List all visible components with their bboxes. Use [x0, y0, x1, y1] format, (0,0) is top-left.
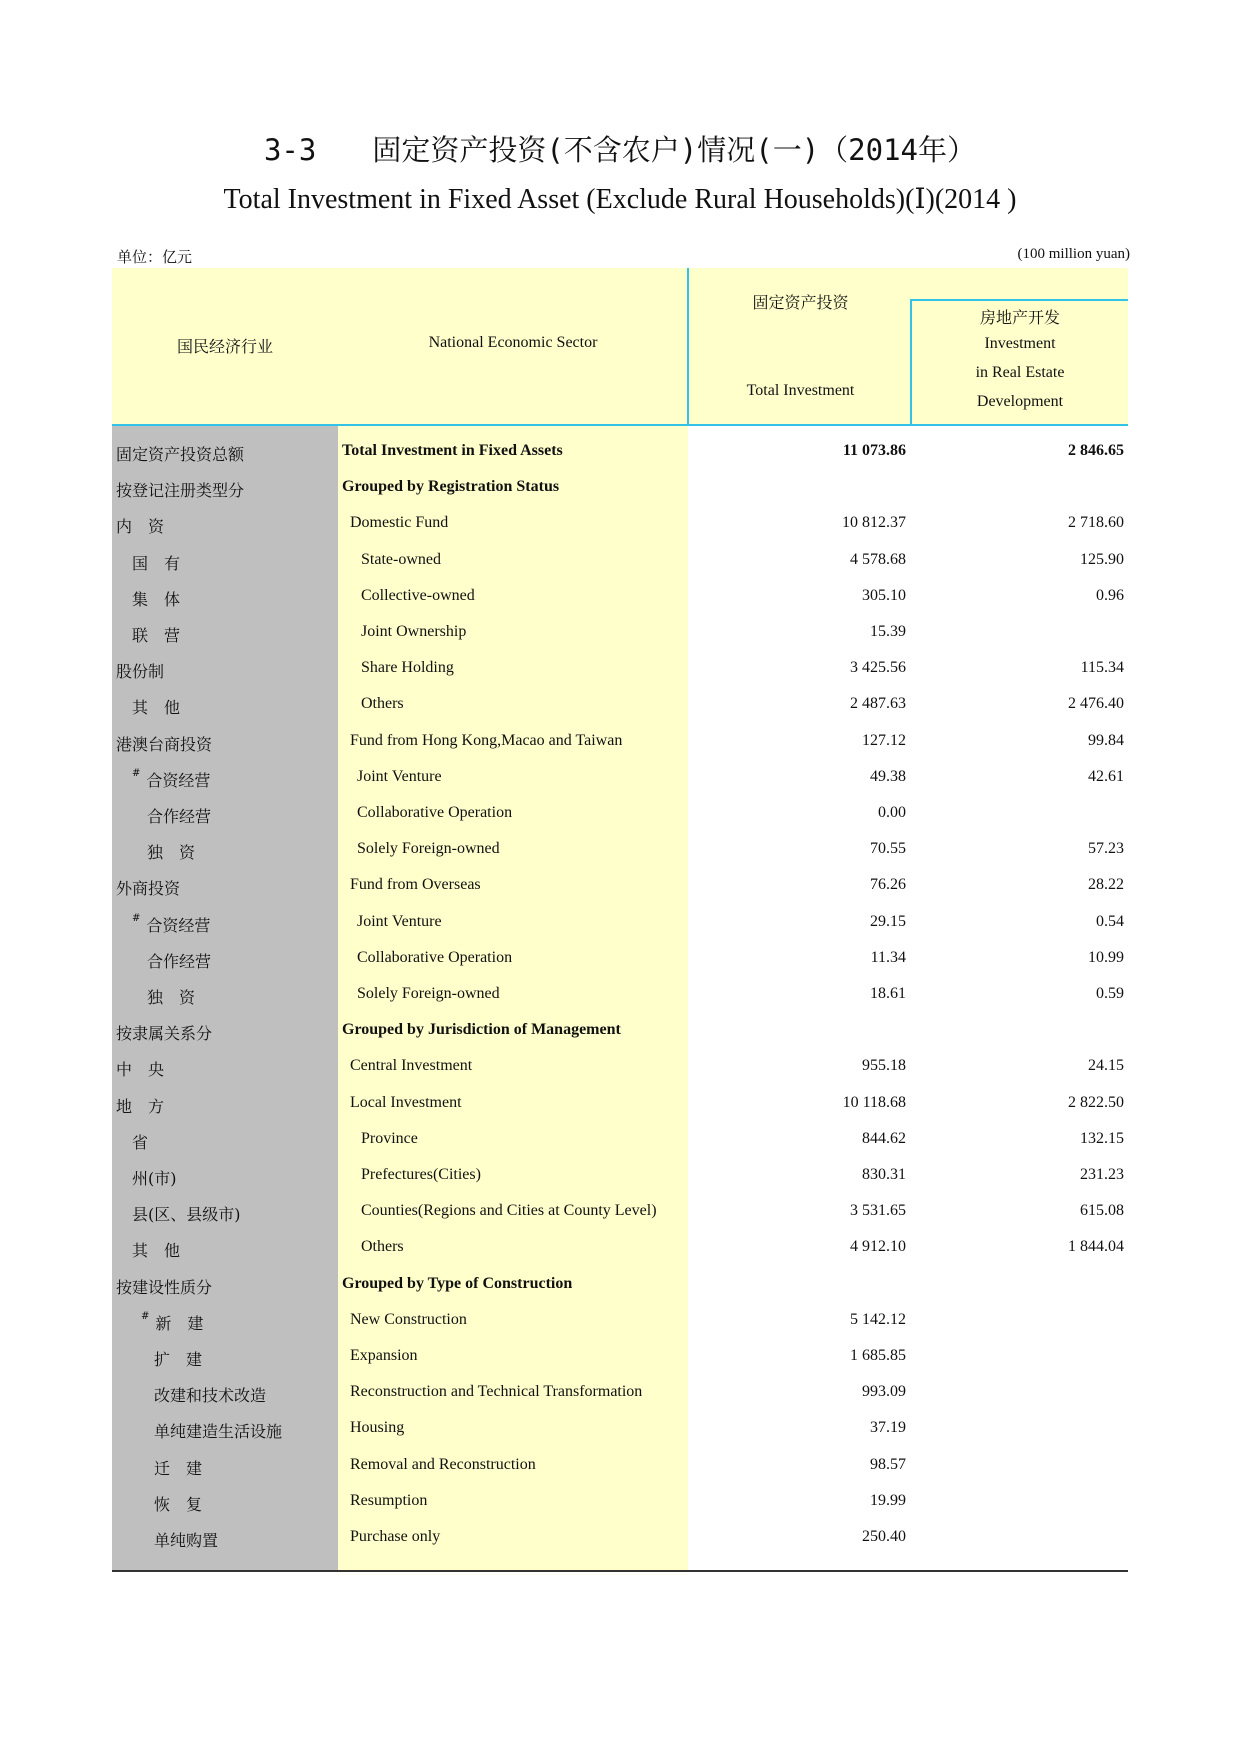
table-row [112, 724, 1128, 760]
row-label-cn-text: 州(市) [132, 1169, 177, 1188]
row-real-estate-investment: 115.34 [1080, 659, 1124, 677]
row-label-cn-text: 合资经营 [146, 915, 211, 935]
row-label-cn [154, 1419, 282, 1442]
row-label-cn-text: 省 [132, 1132, 149, 1152]
row-real-estate-investment: 99.84 [1088, 731, 1124, 749]
row-label-cn-text: 扩 建 [154, 1350, 203, 1369]
row-label-cn [132, 1238, 180, 1261]
row-label-cn-text: 恢 复 [154, 1494, 203, 1514]
row-label-cn [116, 1094, 164, 1117]
row-label-en: Collaborative Operation [357, 948, 513, 966]
row-label-cn [116, 442, 244, 465]
row-label-cn [132, 768, 210, 791]
row-label-cn [154, 1347, 202, 1370]
row-label-en: Share Holding [361, 659, 454, 677]
row-real-estate-investment: 132.15 [1080, 1129, 1124, 1147]
table-row [112, 470, 1128, 506]
row-label-cn-text: 按隶属关系分 [116, 1024, 213, 1044]
row-label-en: Others [361, 695, 404, 713]
row-label-cn [154, 1492, 202, 1515]
header-total-cn: 固定资产投资 [752, 293, 849, 312]
row-total-investment: 993.09 [862, 1383, 906, 1401]
row-label-cn [116, 732, 212, 755]
row-total-investment: 3 425.56 [850, 659, 906, 677]
table-row [112, 1013, 1128, 1049]
page-title-en: Total Investment in Fixed Asset (Exclude Rural Households)(Ⅰ)(2014 ) [223, 184, 1017, 215]
footnote-mark: # [132, 912, 141, 924]
row-label-en: Domestic Fund [350, 514, 449, 532]
row-total-investment: 127.12 [862, 731, 906, 749]
row-label-en: Joint Venture [357, 767, 442, 785]
table-header [112, 268, 1128, 426]
row-label-en: Collaborative Operation [357, 804, 513, 821]
row-label-cn [116, 514, 164, 537]
row-real-estate-investment: 10.99 [1088, 948, 1124, 966]
row-label-cn-text: 固定资产投资总额 [116, 445, 245, 464]
row-label-cn [116, 659, 164, 682]
table-row [112, 651, 1128, 687]
row-label-cn-text: 合资经营 [146, 770, 211, 790]
row-label-cn [147, 985, 195, 1008]
row-real-estate-investment: 1 844.04 [1068, 1238, 1124, 1256]
table-row [112, 905, 1128, 941]
table-row [112, 506, 1128, 542]
table-row [112, 1303, 1128, 1339]
table-row [112, 434, 1128, 470]
table-row [112, 1122, 1128, 1158]
header-real-estate [910, 299, 1128, 424]
row-label-cn-text: 迁 建 [154, 1458, 203, 1478]
row-label-cn-text: 外商投资 [116, 879, 181, 899]
table-row [112, 1375, 1128, 1411]
page-title-cn [0, 128, 1240, 169]
row-label-cn-text: 中 央 [116, 1060, 165, 1080]
table-body [112, 426, 1128, 1570]
row-label-cn-text: 国 有 [132, 553, 181, 573]
row-label-cn [147, 804, 211, 827]
row-total-investment: 76.26 [870, 876, 906, 894]
header-re-en-2: in Real Estate [975, 364, 1065, 381]
row-total-investment: 11 073.86 [842, 442, 906, 459]
row-total-investment: 10 118.68 [842, 1093, 906, 1111]
row-label-cn [132, 1130, 148, 1153]
row-total-investment: 250.40 [862, 1528, 906, 1545]
row-total-investment: 4 912.10 [850, 1238, 906, 1256]
row-total-investment: 955.18 [862, 1057, 906, 1075]
row-label-cn [154, 1528, 218, 1551]
row-total-investment: 15.39 [870, 623, 906, 640]
row-total-investment: 3 531.65 [850, 1202, 906, 1220]
title-cn-text: 固定资产投资(不含农户)情况(一)（2014年） [372, 133, 977, 167]
table-row [112, 1411, 1128, 1447]
row-label-cn [154, 1456, 202, 1479]
table-row [112, 868, 1128, 904]
row-real-estate-investment: 231.23 [1080, 1166, 1124, 1183]
row-label-cn-text: 按建设性质分 [116, 1277, 213, 1297]
row-label-en: Counties(Regions and Cities at County Level) [361, 1202, 657, 1220]
header-sector-en: National Economic Sector [428, 334, 598, 351]
table-row [112, 1194, 1128, 1230]
row-label-cn [132, 913, 210, 936]
row-label-cn-text: 单纯购置 [154, 1531, 219, 1550]
row-label-en: Expansion [350, 1347, 418, 1364]
table-row [112, 1448, 1128, 1484]
row-label-en: New Construction [350, 1310, 467, 1328]
table-row [112, 1086, 1128, 1122]
row-real-estate-investment: 0.59 [1096, 985, 1124, 1002]
table-row [112, 615, 1128, 651]
row-label-en: Province [361, 1129, 418, 1147]
row-label-cn [116, 478, 244, 501]
row-label-cn-text: 按登记注册类型分 [116, 481, 245, 501]
table-row [112, 760, 1128, 796]
table-bottom-rule [112, 1570, 1128, 1572]
row-label-en: Reconstruction and Technical Transformation [350, 1383, 643, 1401]
row-label-cn [132, 551, 180, 574]
row-total-investment: 29.15 [870, 912, 906, 930]
row-label-cn-text: 其 他 [132, 1241, 181, 1261]
table-number: 3-3 [263, 133, 317, 167]
investment-table [112, 268, 1128, 1570]
row-real-estate-investment: 615.08 [1080, 1202, 1124, 1220]
header-re-en-1: Investment [984, 335, 1056, 352]
row-label-cn-text: 合作经营 [147, 807, 212, 826]
row-label-en: Joint Ownership [361, 623, 467, 640]
table-row [112, 579, 1128, 615]
row-label-cn-text: 单纯建造生活设施 [154, 1422, 283, 1442]
table-row [112, 687, 1128, 723]
footnote-mark: # [141, 1310, 150, 1322]
row-label-cn-text: 港澳台商投资 [116, 734, 213, 754]
row-label-cn [132, 1202, 241, 1225]
row-total-investment: 0.00 [878, 804, 906, 821]
header-sector-cn: 国民经济行业 [176, 337, 273, 356]
row-label-en: Local Investment [350, 1093, 462, 1111]
row-label-en: Grouped by Registration Status [342, 478, 560, 496]
row-label-en: Removal and Reconstruction [350, 1455, 536, 1473]
footnote-mark: # [132, 767, 141, 779]
row-label-cn-text: 独 资 [147, 843, 196, 863]
row-label-cn [132, 587, 180, 610]
row-total-investment: 49.38 [870, 767, 906, 785]
row-label-en: Fund from Hong Kong,Macao and Taiwan [350, 731, 623, 749]
unit-label-cn: 单位：亿元 [117, 248, 193, 266]
row-label-cn [116, 1057, 164, 1080]
row-real-estate-investment: 57.23 [1088, 840, 1124, 858]
row-label-cn-text: 其 他 [132, 698, 181, 718]
row-label-cn [141, 1311, 203, 1334]
header-re-en-3: Development [976, 393, 1064, 410]
row-label-cn [116, 1275, 212, 1298]
row-real-estate-investment: 24.15 [1088, 1057, 1124, 1075]
row-total-investment: 1 685.85 [850, 1347, 906, 1364]
table-row [112, 1484, 1128, 1520]
row-label-en: Fund from Overseas [350, 876, 481, 894]
row-label-cn [147, 840, 195, 863]
row-label-cn [132, 695, 180, 718]
table-row [112, 1339, 1128, 1375]
row-label-cn-text: 改建和技术改造 [154, 1386, 267, 1406]
row-real-estate-investment: 42.61 [1088, 767, 1124, 785]
table-row [112, 977, 1128, 1013]
row-total-investment: 18.61 [870, 985, 906, 1002]
row-label-cn [147, 949, 211, 972]
row-label-cn [132, 623, 180, 646]
row-label-en: Collective-owned [361, 586, 475, 604]
row-total-investment: 5 142.12 [850, 1310, 906, 1328]
row-real-estate-investment: 2 846.65 [1068, 442, 1124, 459]
row-label-en: Others [361, 1238, 404, 1256]
row-label-en: Solely Foreign-owned [357, 985, 500, 1002]
table-row [112, 543, 1128, 579]
row-label-cn-text: 股份制 [116, 662, 165, 682]
table-row [112, 832, 1128, 868]
row-total-investment: 2 487.63 [850, 695, 906, 713]
row-total-investment: 37.19 [870, 1419, 906, 1437]
row-label-cn-text: 合作经营 [147, 951, 212, 971]
table-row [112, 1230, 1128, 1266]
row-label-cn [116, 876, 180, 899]
table-row [112, 1267, 1128, 1303]
row-real-estate-investment: 0.54 [1096, 912, 1124, 930]
row-label-cn-text: 独 资 [147, 988, 196, 1007]
row-label-cn-text: 地 方 [116, 1096, 165, 1116]
row-real-estate-investment: 125.90 [1080, 550, 1124, 568]
row-label-cn [116, 1021, 212, 1044]
row-label-en: Purchase only [350, 1528, 441, 1545]
table-row [112, 1049, 1128, 1085]
row-label-en: State-owned [361, 550, 441, 568]
row-label-en: Joint Venture [357, 912, 442, 930]
row-total-investment: 10 812.37 [842, 514, 906, 532]
row-label-en: Central Investment [350, 1057, 473, 1075]
row-label-cn-text: 新 建 [155, 1313, 204, 1333]
table-row [112, 941, 1128, 977]
header-re-cn: 房地产开发 [979, 310, 1060, 327]
row-label-en: Housing [350, 1419, 405, 1437]
row-label-en: Solely Foreign-owned [357, 840, 500, 858]
row-real-estate-investment: 2 718.60 [1068, 514, 1124, 532]
row-total-investment: 305.10 [862, 586, 906, 604]
row-label-cn-text: 集 体 [132, 589, 181, 609]
row-real-estate-investment: 0.96 [1096, 586, 1124, 604]
row-label-en: Prefectures(Cities) [361, 1166, 481, 1183]
row-real-estate-investment: 2 822.50 [1068, 1093, 1124, 1111]
row-total-investment: 11.34 [870, 948, 906, 966]
row-label-cn-text: 内 资 [116, 517, 165, 537]
row-label-en: Grouped by Type of Construction [342, 1274, 573, 1292]
table-row [112, 796, 1128, 832]
table-row [112, 1520, 1128, 1556]
unit-label-en: (100 million yuan) [1017, 246, 1130, 262]
row-label-cn [132, 1166, 177, 1189]
row-total-investment: 830.31 [862, 1166, 906, 1183]
row-label-en: Resumption [350, 1491, 428, 1509]
row-total-investment: 19.99 [870, 1491, 906, 1509]
row-total-investment: 4 578.68 [850, 550, 906, 568]
row-real-estate-investment: 28.22 [1088, 876, 1124, 894]
row-label-en: Total Investment in Fixed Assets [342, 442, 563, 459]
row-total-investment: 844.62 [862, 1129, 906, 1147]
table-row [112, 1158, 1128, 1194]
row-label-cn [154, 1383, 266, 1406]
header-total-en: Total Investment [746, 382, 855, 399]
row-label-cn-text: 联 营 [132, 626, 181, 645]
row-label-cn-text: 县(区、县级市) [132, 1205, 241, 1225]
row-total-investment: 98.57 [870, 1455, 906, 1473]
row-label-en: Grouped by Jurisdiction of Management [342, 1021, 621, 1039]
row-real-estate-investment: 2 476.40 [1068, 695, 1124, 713]
row-total-investment: 70.55 [870, 840, 906, 858]
